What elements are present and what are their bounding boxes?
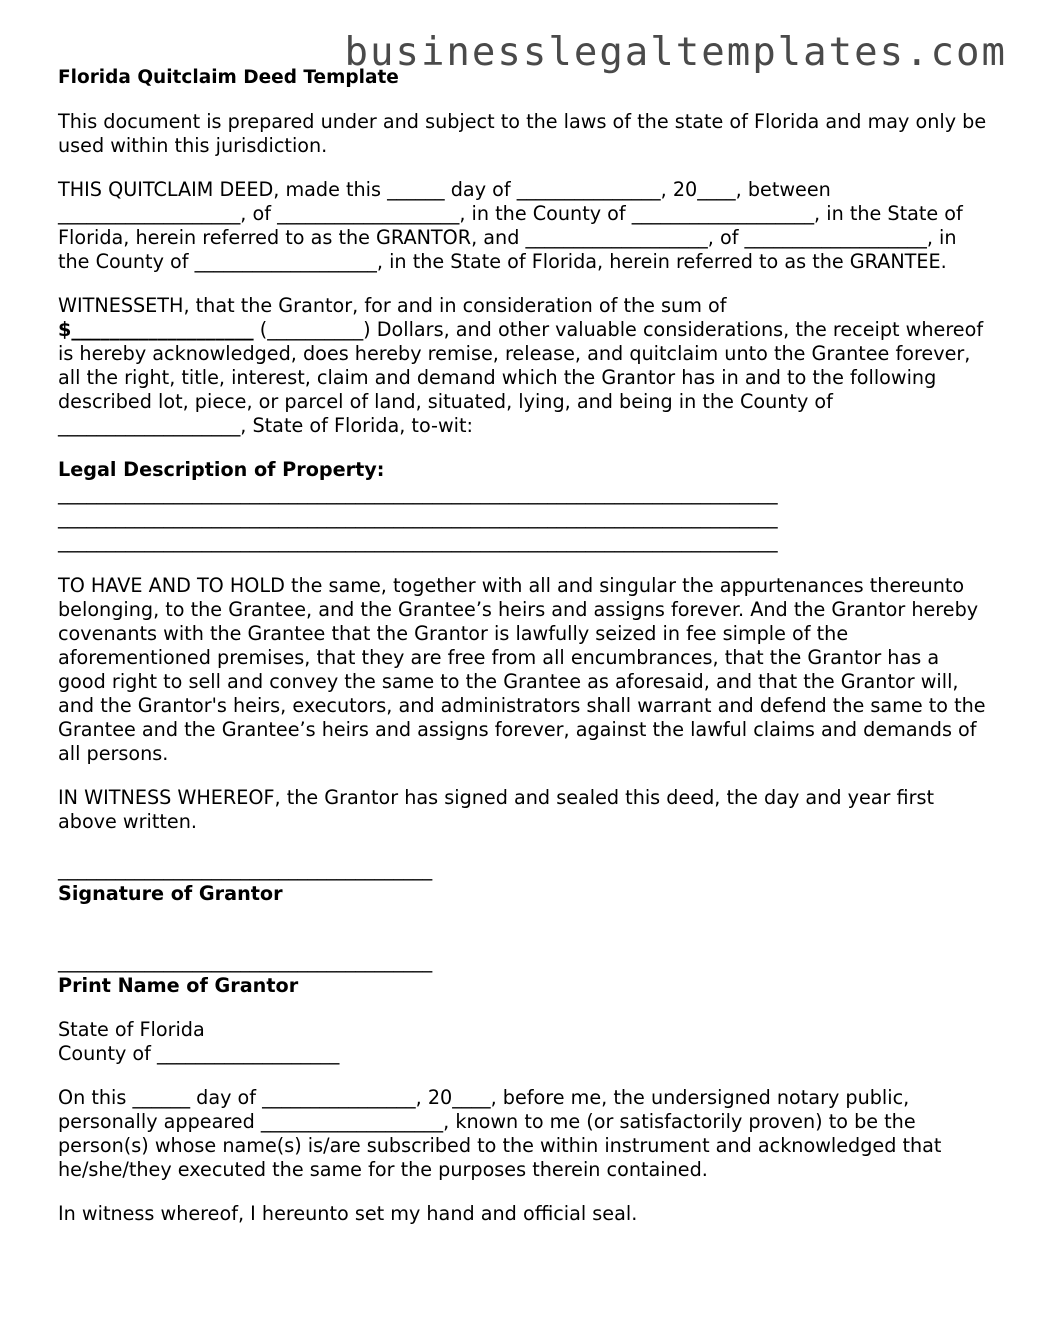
witnesseth-paragraph [58,294,988,438]
legal-description-line: ___________________________________________________________________________ [58,482,778,505]
jurisdiction-notice: This document is prepared under and subject to the laws of the state of Florida and may only be used within this jurisdiction. [58,110,987,157]
site-watermark: businesslegaltemplates.com [344,30,1007,75]
habendum-paragraph: TO HAVE AND TO HOLD the same, together with all and singular the appurtenances thereunto belonging, to the Grantee, and the Grantee’s heirs and assigns forever. And the Grantor hereby covenants with the Grantee that the Grantor is lawfully seized in fee simple of the aforementioned premises, that they are free from all encumbrances, that the Grantor has a good right to sell and convey the same to the Grantee as aforesaid, and that the Grantor will, and the Grantor's heirs, executors, and administrators shall warrant and defend the same to the Grantee and the Grantee’s heirs and assigns forever, against the lawful claims and demands of all persons. [58,574,986,765]
notary-county: County of ___________________ [58,1042,340,1065]
print-name-label: Print Name of Grantor [58,974,299,997]
acknowledgment-paragraph: On this ______ day of ________________, 20____, before me, the undersigned notary public, personally appeared ___________________, known to me (or satisfactorily proven) to be the person(s) whose name(s) is/are subscribed to the within instrument and acknowledged that he/she/they executed the same for the purposes therein contained. [58,1086,942,1181]
document-title: Florida Quitclaim Deed Template [58,67,399,88]
document-body [58,66,988,1246]
signature-label: Signature of Grantor [58,882,283,905]
closing-statement: In witness whereof, I hereunto set my hand and official seal. [58,1202,638,1225]
legal-description-line: ___________________________________________________________________________ [58,530,778,553]
consideration-amount-field: $___________________ [58,318,254,341]
legal-description-line: ___________________________________________________________________________ [58,506,778,529]
signature-line: _______________________________________ [58,858,433,881]
legal-description-heading: Legal Description of Property: [58,458,385,481]
witnesseth-body: (__________) Dollars, and other valuable considerations, the receipt whereof is hereby acknowledged, does hereby remise, release, and quitclaim unto the Grantee forever, all the right, title, interest, claim and demand which the Grantor has in and to the following described lot, piece, or parcel of land, situated, lying, and being in the County of ___________________, State of Florida, to-wit: [58,318,984,437]
parties-paragraph: THIS QUITCLAIM DEED, made this ______ day of _______________, 20____, between ___________________, of ___________________, in the County of ___________________, in the State of Florida, herein referred to as the GRANTOR, and ___________________, of ___________________, in the County of ___________________, in the State of Florida, herein referred to as the GRANTEE. [58,178,963,273]
witnesseth-intro: WITNESSETH, that the Grantor, for and in consideration of the sum of [58,294,727,317]
print-name-line: _______________________________________ [58,950,433,973]
notary-state: State of Florida [58,1018,205,1041]
in-witness-paragraph: IN WITNESS WHEREOF, the Grantor has signed and sealed this deed, the day and year first above written. [58,786,935,833]
